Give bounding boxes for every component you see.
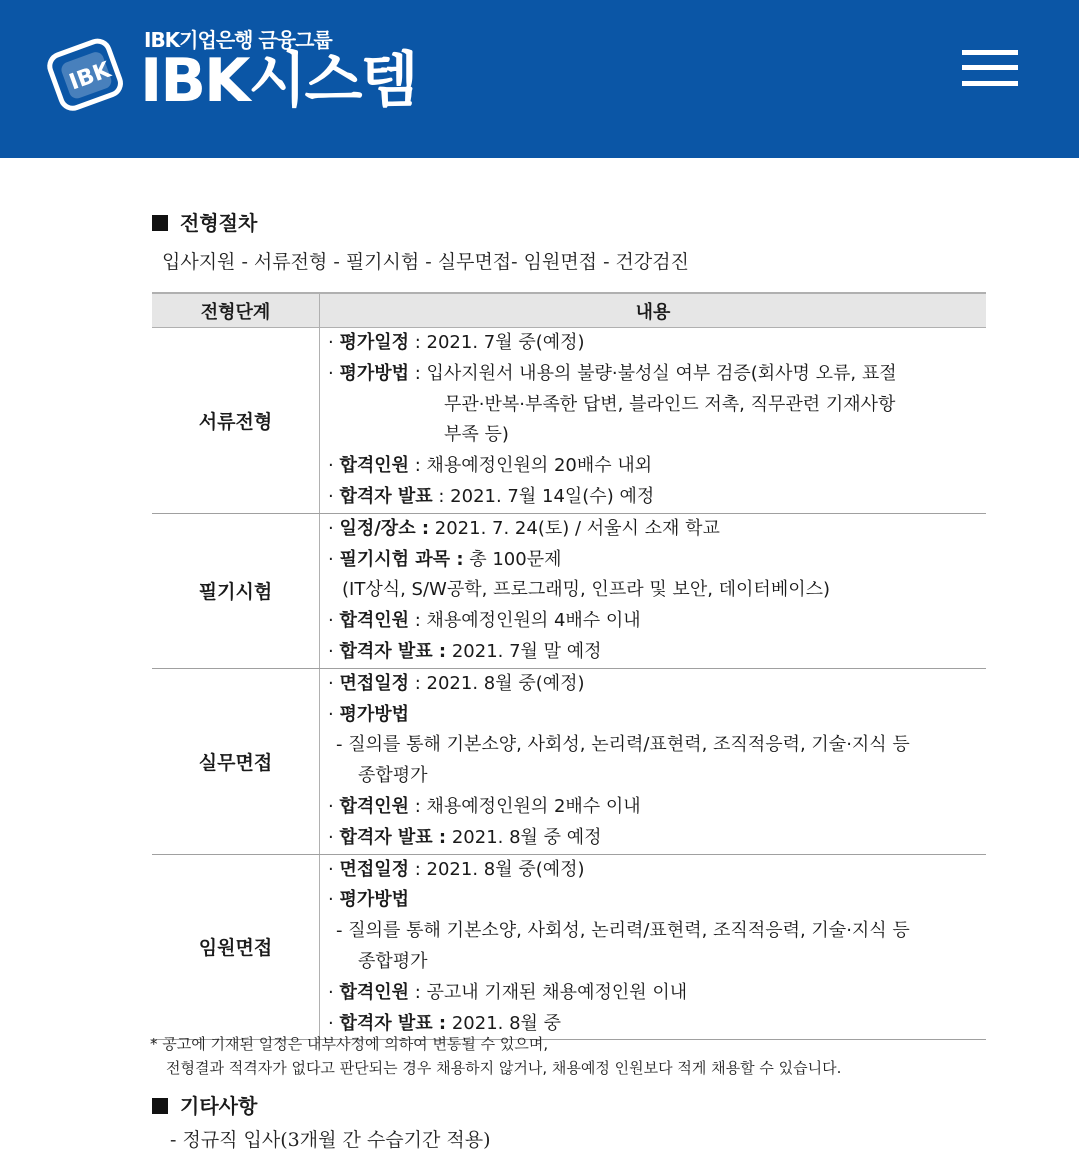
bullet: · [328,672,340,694]
content-line: (IT상식, S/W공학, 프로그래밍, 인프라 및 보안, 데이터베이스) [342,579,830,601]
footnote [150,1032,841,1080]
bullet: · [328,981,340,1003]
table-row [152,513,986,668]
square-bullet-icon [152,1098,168,1114]
item-text: : 2021. 7월 중(예정) [409,332,585,353]
content-line [328,637,986,668]
brand-name: IBK시스템 [140,46,417,116]
bullet: · [328,610,340,632]
content-line [328,855,986,886]
group-name: IBK기업은행 금융그룹 [144,28,332,52]
item-label: 평가방법 [339,703,410,725]
bullet: · [328,455,340,477]
section-title-text: 전형절차 [180,211,258,235]
bullet: · [328,1012,340,1034]
bullet: · [328,640,340,662]
content-line: 종합평가 [358,765,428,787]
item-label: 합격인원 [339,455,410,477]
content-line: 무관·반복·부족한 답변, 블라인드 저촉, 직무관련 기재사항 [444,393,896,415]
content-line [328,606,986,637]
stage-cell: 서류전형 [152,328,320,514]
misc-item: - 정규직 입사(3개월 간 수습기간 적용) [170,1129,491,1151]
item-label: 합격자 발표 [339,485,433,507]
content-line [328,545,986,576]
content-line [328,328,986,359]
content-line [328,451,986,482]
bullet: · [328,703,340,725]
item-text: : 채용예정인원의 4배수 이내 [409,610,641,632]
item-text: 2021. 8월 중 [446,1012,562,1034]
bullet: · [328,332,340,353]
site-header [0,0,1079,158]
item-label: 합격자 발표 : [339,826,447,848]
item-label: 필기시험 과목 : [339,548,464,570]
process-steps: 입사지원 - 서류전형 - 필기시험 - 실무면접- 임원면접 - 건강검진 [162,251,689,273]
content-line [328,823,986,854]
item-text: 2021. 8월 중 예정 [446,826,602,848]
content-line [328,885,986,916]
content-line [328,792,986,823]
content-cell [320,854,987,1040]
table-row [152,668,986,854]
brand-logo[interactable] [44,24,417,124]
stage-cell: 임원면접 [152,854,320,1040]
content-line [328,978,986,1009]
item-label: 합격인원 [339,610,410,632]
content-cell [320,668,987,854]
bullet: · [328,517,340,539]
hamburger-menu-icon[interactable] [962,50,1018,88]
table-header-row [152,293,986,328]
item-text: 2021. 7월 말 예정 [446,640,602,662]
content-line [328,700,986,731]
svg-text:IBK: IBK [66,57,115,96]
content-cell [320,328,987,514]
content-line: - 질의를 통해 기본소양, 사회성, 논리력/표현력, 조직적응력, 기술·지식 등 [336,734,910,756]
ibk-card-logo-icon [44,34,130,114]
item-label: 평가방법 [339,362,410,384]
item-label: 합격인원 [339,795,410,817]
item-text: 2021. 7. 24(토) / 서울시 소재 학교 [429,517,720,539]
content-cell [320,513,987,668]
item-text: : 채용예정인원의 20배수 내외 [409,455,653,477]
item-label: 면접일정 [339,858,410,880]
column-header-stage: 전형단계 [152,293,320,328]
content-line [328,482,986,513]
footnote-line: 전형결과 적격자가 없다고 판단되는 경우 채용하지 않거나, 채용예정 인원보다 적게 채용할 수 있습니다. [166,1059,842,1077]
content-line [328,359,986,390]
bullet: · [328,889,340,911]
section-title-process [152,207,257,236]
content-line: - 질의를 통해 기본소양, 사회성, 논리력/표현력, 조직적응력, 기술·지식 등 [336,920,910,942]
footnote-line: * 공고에 기재된 일정은 내부사정에 의하여 변동될 수 있으며, [150,1035,549,1053]
bullet: · [328,548,340,570]
menu-bar [962,65,1018,70]
item-label: 합격자 발표 : [339,1012,447,1034]
item-label: 일정/장소 : [339,517,430,539]
selection-table [152,292,986,1040]
bullet: · [328,858,340,880]
column-header-content: 내용 [320,293,987,328]
section-title-text: 기타사항 [180,1094,258,1118]
item-label: 합격자 발표 : [339,640,447,662]
item-text: : 공고내 기재된 채용예정인원 이내 [409,981,688,1003]
table-row [152,328,986,514]
bullet: · [328,485,340,507]
content-line: 부족 등) [444,424,509,446]
content-line [328,669,986,700]
bullet: · [328,362,340,384]
item-label: 평가방법 [339,889,410,911]
section-title-misc [152,1090,257,1119]
item-label: 평가일정 [339,332,410,353]
bullet: · [328,795,340,817]
table-row [152,854,986,1040]
item-text: : 2021. 7월 14일(수) 예정 [432,485,655,507]
item-text: : 2021. 8월 중(예정) [409,858,585,880]
item-text: : 채용예정인원의 2배수 이내 [409,795,641,817]
stage-cell: 필기시험 [152,513,320,668]
item-label: 면접일정 [339,672,410,694]
content-line [328,514,986,545]
bullet: · [328,826,340,848]
menu-bar [962,81,1018,86]
menu-bar [962,50,1018,55]
item-text: 총 100문제 [463,548,562,570]
stage-cell: 실무면접 [152,668,320,854]
content-line: 종합평가 [358,950,428,972]
item-text: : 입사지원서 내용의 불량·불성실 여부 검증(회사명 오류, 표절 [409,362,897,384]
item-text: : 2021. 8월 중(예정) [409,672,585,694]
item-label: 합격인원 [339,981,410,1003]
square-bullet-icon [152,215,168,231]
